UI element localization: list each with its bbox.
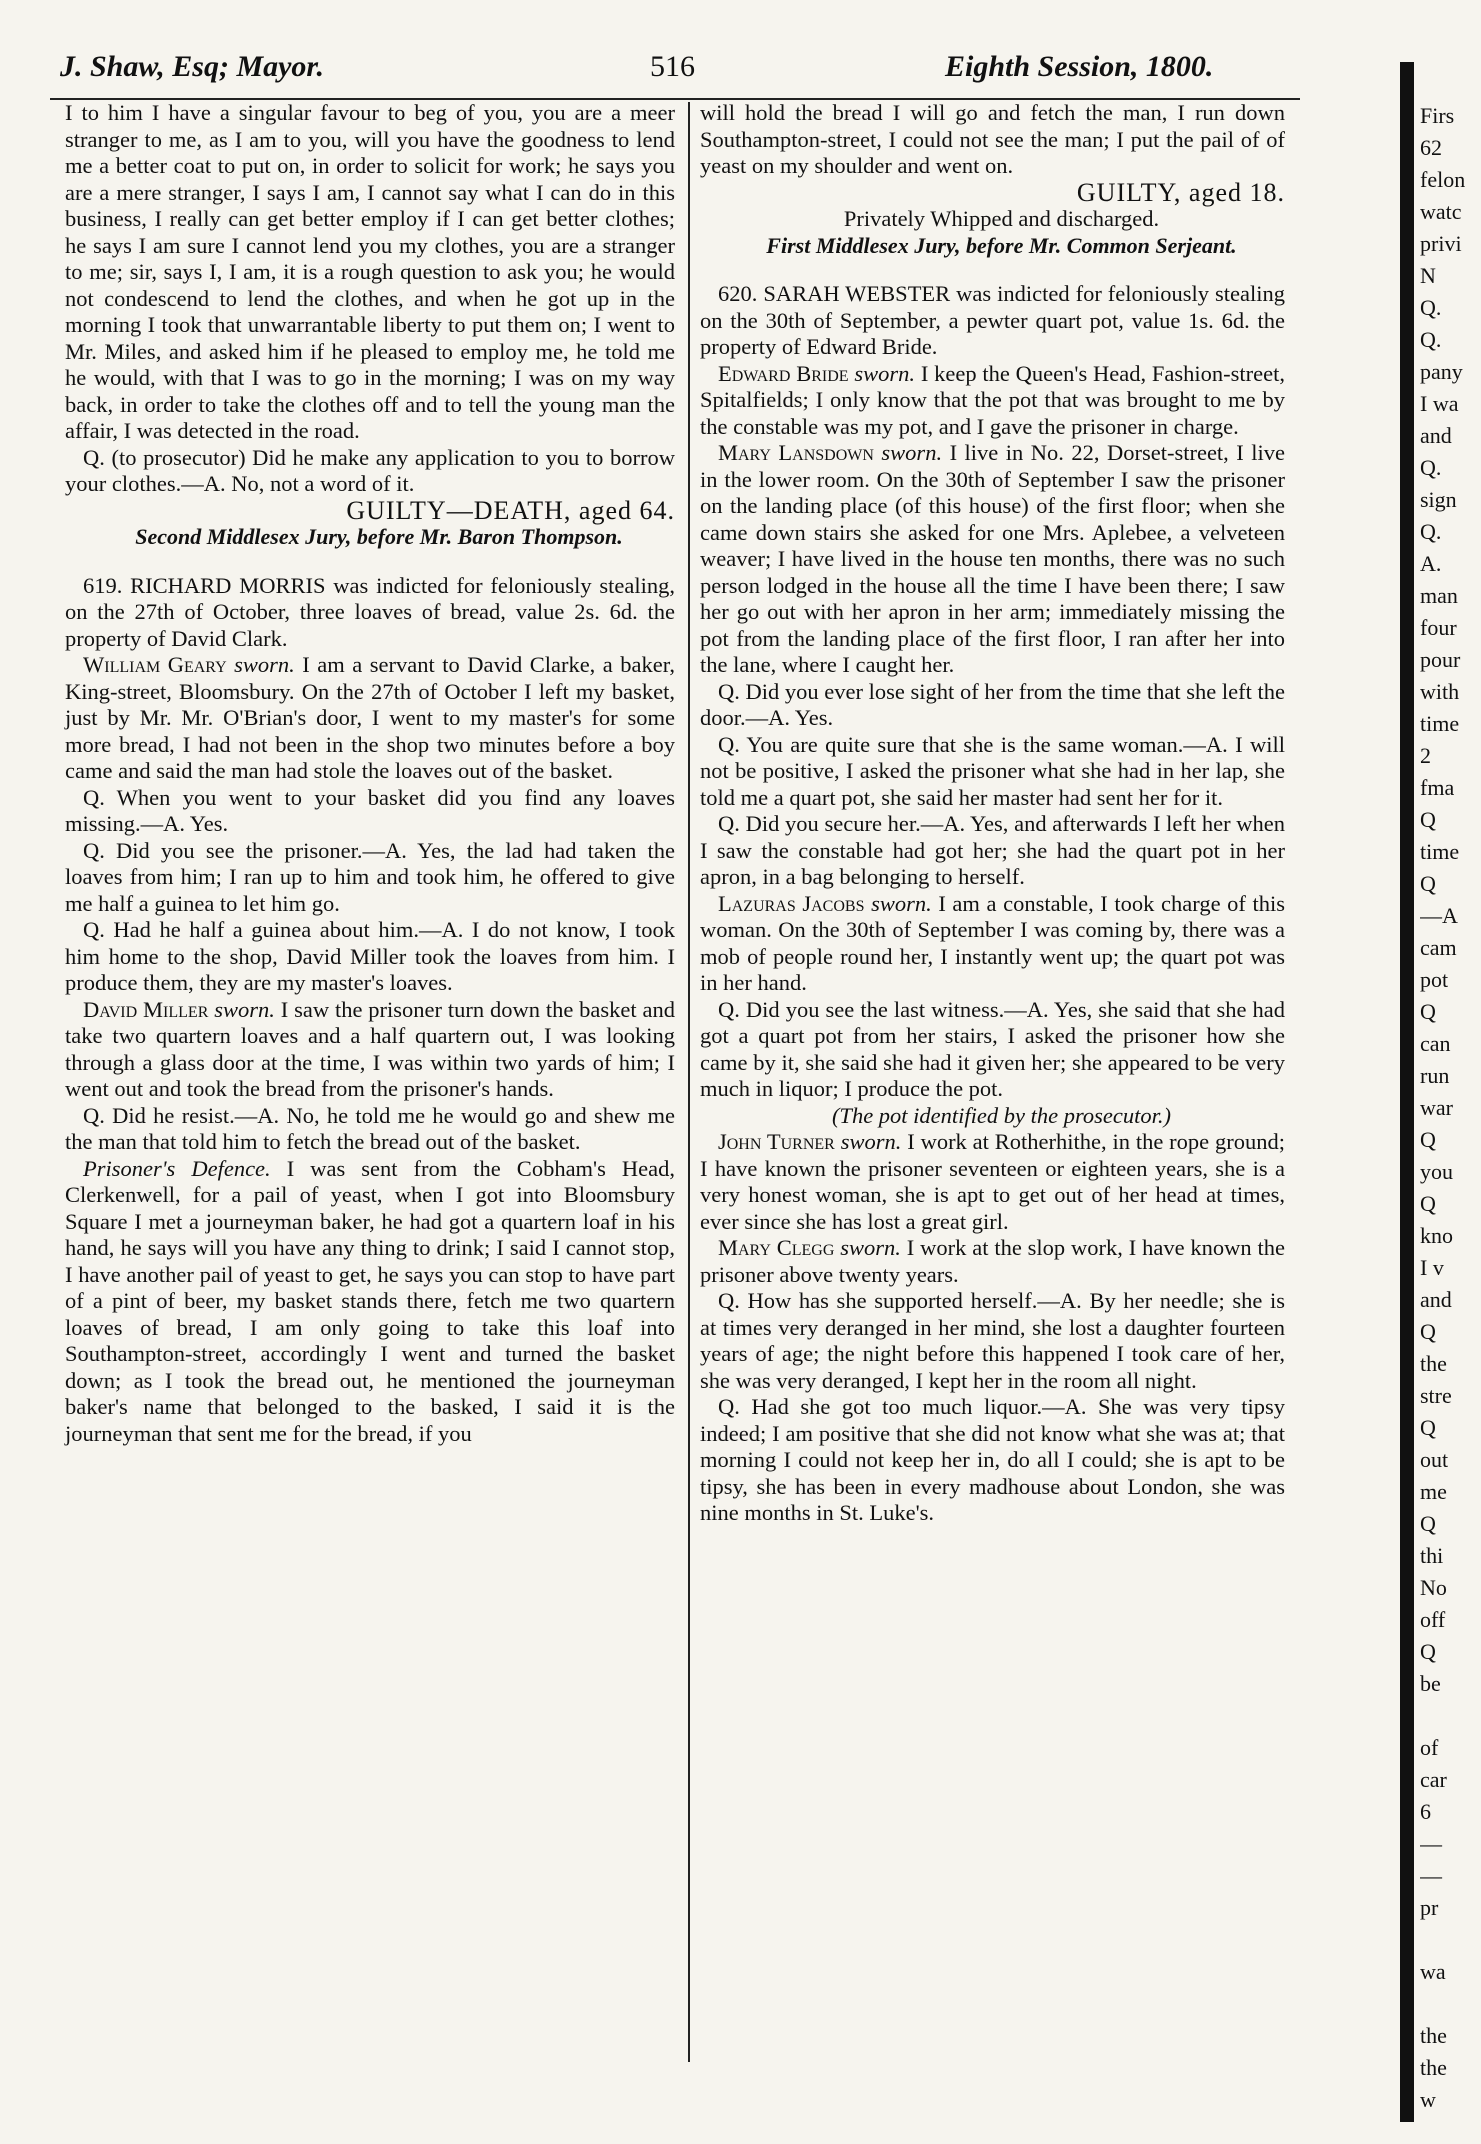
paragraph: Q. Did you see the last witness.—A. Yes, she said that she had got a quart pot from her stairs, I asked the prisoner how she came by it, she said she had it given her; she appeared to be very much in liquor; I produce the pot. — [700, 996, 1285, 1101]
header-mayor: J. Shaw, Esq; Mayor. — [60, 50, 324, 83]
paragraph: I to him I have a singular favour to beg of you, you are a meer stranger to me, as I am to you, will you have the goodness to lend me a better coat to put on, in order to solicit for work; he says you are a mere stranger, I says I am, I cannot say what I can do in this business, I really can get better employ if I can get better clothes; he says I am sure I cannot lend you my clothes, you are a stranger to me; sir, says I, I am, it is a rough question to ask you; he would not condescend to lend the clothes, and when he got up in the morning I took that unwarrantable liberty to put them on; I went to Mr. Miles, and asked him if he pleased to employ me, he told me he would, with that I was to go in the morning; I was on my way back, in order to take the clothes off and to tell the young man the affair, I was detected in the road. — [65, 100, 675, 443]
sworn-label: sworn. — [871, 890, 932, 916]
fragment-line: pany — [1420, 359, 1463, 384]
fragment-line: A. — [1420, 551, 1442, 576]
paragraph: Q. Had he half a guinea about him.—A. I do not know, I took him home to the shop, David Miller took the loaves from him. I produce them, they are my master's loaves. — [65, 917, 675, 995]
fragment-line: cam — [1420, 935, 1457, 960]
defence — [65, 1156, 675, 1448]
fragment-line: fma — [1420, 775, 1455, 800]
testimony — [65, 652, 675, 785]
fragment-line: privi — [1420, 231, 1462, 256]
fragment-line: thi — [1420, 1543, 1444, 1568]
defence-label: Prisoner's Defence. — [83, 1155, 271, 1181]
fragment-line: Q. — [1420, 327, 1442, 352]
fragment-line: pot — [1420, 967, 1449, 992]
fragment-line: N — [1420, 263, 1436, 288]
testimony-text: I work at the slop work, I have known the prisoner above twenty years. — [700, 1235, 1285, 1287]
fragment-line: pour — [1420, 647, 1461, 672]
paragraph: Q. Had she got too much liquor.—A. She was very tipsy indeed; I am positive that she did not know what she was at; that morning I could not keep her in, do all I could; she is apt to be tipsy, she has been in every madhouse about London, she was nine months in St. Luke's. — [700, 1394, 1285, 1525]
spacer — [700, 259, 1285, 281]
page-number: 516 — [650, 50, 695, 83]
fragment-line: can — [1420, 1031, 1451, 1056]
fragment-line: Q — [1420, 807, 1436, 832]
fragment-line: run — [1420, 1063, 1450, 1088]
fragment-line: time — [1420, 711, 1460, 736]
fragment-line: you — [1420, 1159, 1453, 1184]
fragment-line: me — [1420, 1479, 1447, 1504]
fragment-line: Q — [1420, 1191, 1436, 1216]
running-header — [0, 40, 1350, 100]
fragment-line: time — [1420, 839, 1460, 864]
testimony-text: I live in No. 22, Dorset-street, I live in the lower room. On the 30th of September I saw the prisoner on the landing place (of this house) of the first floor; when she came down stairs she asked for one Mrs. Aplebee, a velveteen weaver; I have lived in the house ten months, there was no such person lodged in the house all the time I have been there; I saw her go out with her apron in her arm; immediately missing the pot from the landing place of the first floor, I ran after her into the lane, where I caught her. — [700, 440, 1286, 677]
fragment-line: —A — [1420, 903, 1458, 928]
fragment-line: Q — [1420, 1415, 1436, 1440]
sentence-line: Privately Whipped and discharged. — [843, 206, 1160, 231]
witness-name: David Miller — [83, 996, 209, 1022]
fragment-line: Q — [1420, 1511, 1436, 1536]
fragment-line: Q — [1420, 871, 1436, 896]
spacer — [65, 551, 675, 573]
sworn-label: sworn. — [840, 1235, 901, 1260]
fragment-line: Q — [1420, 1319, 1436, 1344]
witness-name: Mary Lansdown — [718, 440, 874, 465]
paragraph: Q. When you went to your basket did you find any loaves missing.—A. Yes. — [65, 784, 675, 836]
testimony — [700, 1235, 1285, 1288]
fragment-line: felon — [1420, 167, 1466, 192]
fragment-line — [1420, 1988, 1480, 2020]
fragment-line: car — [1420, 1767, 1447, 1792]
witness-name: Lazuras Jacobs — [718, 890, 865, 916]
right-column — [700, 100, 1285, 1527]
sworn-label: sworn. — [881, 440, 943, 465]
fragment-line: kno — [1420, 1223, 1453, 1248]
testimony — [65, 997, 675, 1103]
fragment-line: out — [1420, 1447, 1449, 1472]
testimony — [700, 1129, 1285, 1235]
paragraph: Q. How has she supported herself.—A. By her needle; she is at times very deranged in her mind, she lost a daughter fourteen years of age; the night before this happened I took care of her, she was very deranged, I kept her in the room all night. — [700, 1288, 1285, 1393]
fragment-line: Q — [1420, 999, 1436, 1024]
paragraph: will hold the bread I will go and fetch the man, I run down Southampton-street, I could not see the man; I put the pail of of yeast on my shoulder and went on. — [700, 100, 1285, 178]
jury-line: Second Middlesex Jury, before Mr. Baron Thompson. — [135, 524, 623, 549]
sworn-label: sworn. — [840, 1129, 902, 1154]
fragment-line: be — [1420, 1671, 1441, 1696]
verdict: GUILTY, aged 18. — [1076, 177, 1285, 207]
exhibit-note: (The pot identified by the prosecutor.) — [831, 1102, 1172, 1128]
fragment-line: pr — [1420, 1895, 1439, 1920]
fragment-line: the — [1420, 2055, 1447, 2080]
header-session: Eighth Session, 1800. — [945, 50, 1214, 83]
witness-name: John Turner — [718, 1129, 835, 1154]
defence-text: I was sent from the Cobham's Head, Clerkenwell, for a pail of yeast, when I got into Bloomsbury Square I met a journeyman baker, he had got a quartern loaf in his hand, he says will you have any thing to drink; I said I cannot stop, I have another pail of yeast to get, he says you can stop to have part of a pint of beer, my basket stands there, fetch me two quartern loaves of bread, I am only going to take this loaf into Southampton-street, accordingly I went and turned the basket down; as I took the bread out, he mentioned the journeyman baker's name that belonged to the basked, I said it is the journeyman that sent me for the bread, if you — [65, 1155, 675, 1446]
fragment-line: man — [1420, 583, 1458, 608]
paragraph: Q. Did you secure her.—A. Yes, and afterwards I left her when I saw the constable had got her; she had the quart pot in her apron, in a bag belonging to herself. — [700, 811, 1285, 889]
fragment-line: Q — [1420, 1639, 1436, 1664]
paragraph: Q. Did you ever lose sight of her from the time that she left the door.—A. Yes. — [700, 678, 1285, 730]
fragment-line — [1420, 1700, 1480, 1732]
fragment-line: watc — [1420, 199, 1462, 224]
fragment-line: No — [1420, 1575, 1447, 1600]
sworn-label: sworn. — [234, 652, 295, 677]
fragment-line: w — [1420, 2087, 1436, 2112]
paragraph: Q. (to prosecutor) Did he make any application to you to borrow your clothes.—A. No, not a word of it. — [65, 444, 675, 496]
jury-line: First Middlesex Jury, before Mr. Common Serjeant. — [766, 232, 1237, 258]
fragment-line: — — [1420, 1831, 1442, 1856]
fragment-line: Q. — [1420, 455, 1442, 480]
left-column — [65, 100, 675, 1447]
fragment-line: 62 — [1420, 135, 1442, 160]
fragment-line — [1420, 1924, 1480, 1956]
witness-name: Mary Clegg — [718, 1235, 835, 1260]
testimony-text: I am a constable, I took charge of this woman. On the 30th of September I was coming by, there was a mob of people round her, I instantly went up; the quart pot was in her hand. — [700, 890, 1286, 995]
fragment-line: and — [1420, 1287, 1452, 1312]
sworn-label: sworn. — [854, 360, 916, 386]
sworn-label: sworn. — [214, 996, 275, 1022]
fragment-line: with — [1420, 679, 1460, 704]
fragment-line: 2 — [1420, 743, 1431, 768]
fragment-line: 6 — [1420, 1799, 1431, 1824]
paragraph: Q. Did he resist.—A. No, he told me he would go and shew me the man that told him to fetch the bread out of the basket. — [65, 1102, 675, 1154]
witness-name: William Geary — [83, 652, 227, 677]
testimony-text: I saw the prisoner turn down the basket and take two quartern loaves and a half quartern out, I was looking through a glass door at the time, I was within two yards of him; I went out and took the bread from the prisoner's hands. — [65, 996, 675, 1101]
fragment-line: of — [1420, 1735, 1439, 1760]
fragment-line: off — [1420, 1607, 1446, 1632]
testimony — [700, 891, 1285, 997]
fragment-line: and — [1420, 423, 1452, 448]
paragraph: Q. You are quite sure that she is the same woman.—A. I will not be positive, I asked the prisoner what she had in her lap, she told me a quart pot, she said her master had sent her for it. — [700, 731, 1285, 810]
testimony-text: I keep the Queen's Head, Fashion-street, Spitalfields; I only know that the pot that was brought to me by the constable was my pot, and I gave the prisoner in charge. — [700, 360, 1286, 439]
page-gutter-shadow — [1400, 62, 1414, 2122]
testimony-text: I work at Rotherhithe, in the rope ground; I have known the prisoner seventeen or eighteen years, she is a very honest woman, she is apt to get out of her head at times, ever since she has lost a great girl. — [700, 1129, 1285, 1234]
adjacent-page-fragment — [1420, 100, 1480, 2116]
fragment-line: the — [1420, 2023, 1447, 2048]
fragment-line: — — [1420, 1863, 1442, 1888]
fragment-line: Firs — [1420, 103, 1455, 128]
fragment-line: I v — [1420, 1255, 1444, 1280]
testimony — [700, 361, 1285, 441]
testimony — [700, 440, 1285, 679]
fragment-line: wa — [1420, 1959, 1446, 1984]
testimony-text: I am a servant to David Clarke, a baker, King-street, Bloomsbury. On the 27th of October I left my basket, just by Mr. Mr. O'Brian's door, I went to my master's for some more bread, I had not been in the shop two minutes before a boy came and said the man had stole the loaves out of the basket. — [65, 652, 675, 783]
verdict: GUILTY—DEATH, aged 64. — [346, 495, 675, 525]
fragment-line: Q. — [1420, 519, 1442, 544]
fragment-line: four — [1420, 615, 1457, 640]
witness-name: Edward Bride — [718, 360, 849, 386]
case-heading: 620. SARAH WEBSTER was indicted for feloniously stealing on the 30th of September, a pewter quart pot, value 1s. 6d. the property of Edward Bride. — [700, 281, 1285, 359]
fragment-line: stre — [1420, 1383, 1452, 1408]
fragment-line: sign — [1420, 487, 1457, 512]
fragment-line: Q. — [1420, 295, 1442, 320]
paragraph: Q. Did you see the prisoner.—A. Yes, the lad had taken the loaves from him; I ran up to him and took him, he offered to give me half a guinea to let him go. — [65, 837, 675, 916]
fragment-line: the — [1420, 1351, 1447, 1376]
fragment-line: war — [1420, 1095, 1453, 1120]
column-divider — [688, 102, 690, 2062]
fragment-line: I wa — [1420, 391, 1459, 416]
case-heading: 619. RICHARD MORRIS was indicted for feloniously stealing, on the 27th of October, three loaves of bread, value 2s. 6d. the property of David Clark. — [65, 572, 675, 651]
fragment-line: Q — [1420, 1127, 1436, 1152]
